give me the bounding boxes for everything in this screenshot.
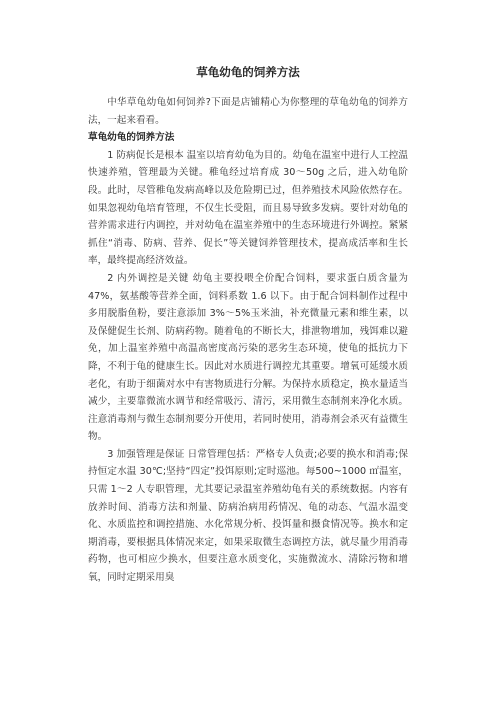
document-title: 草龟幼龟的饲养方法: [196, 65, 300, 79]
paragraph-2: 2 内外调控是关键 幼龟主要投喂全价配合饲料，要求蛋白质含量为 47%，氨基酸等营养全面，饲料系数 1.6 以下。由于配合饲料制作过程中多用脱脂鱼粉，要注意添加 3%～5%玉米油，补充微量元素和维生素，以及保健促生长剂、防病药物。随着龟的不断长大，排泄物增加，残饵难以避免，加上温室养殖中高温高密度高污染的恶劣生态环境，使龟的抵抗力下降，不利于龟的健康生长。因此对水质进行调控尤其重要。增氧可延缓水质老化，有助于细菌对水中有害物质进行分解。为保持水质稳定，换水量适当减少，主要靠微流水调节和经常吸污、清污，采用微生态制剂来净化水质。注意消毒剂与微生态制剂要分开使用，若同时使用，消毒剂会杀灭有益微生物。: [88, 272, 408, 443]
intro-paragraph: 中华草龟幼龟如何饲养?下面是店铺精心为你整理的草龟幼龟的饲养方法，一起来看看。: [88, 97, 408, 126]
paragraph-3: 3 加强管理是保证 日常管理包括：严格专人负责;必要的换水和消毒;保持恒定水温 30℃;坚持“四定”投饵原则;定时巡池。每500~1000 ㎡温室，只需 1～2 人专职管理，尤其要记录温室养殖幼龟有关的系统数据。内容有放养时间、消毒方法和剂量、防病治病用药情况、龟的动态、气温水温变化、水质监控和调控措施、水化常规分析、投饵量和摄食情况等。换水和定期消毒，要根据具体情况来定，如果采取微生态调控方法，就尽量少用消毒药物，也可相应少换水，但要注意水质变化，实施微流水、清除污物和增氧，同时定期采用臭: [88, 448, 408, 584]
section-heading: 草龟幼龟的饲养方法: [88, 132, 175, 144]
paragraph-1: 1 防病促长是根本 温室以培育幼龟为目的。幼龟在温室中进行人工控温快速养殖，管理最为关键。稚龟经过培育成 30～50g 之后，进入幼龟阶段。此时，尽管稚龟发病高峰以及危险期已过，但养殖技术风险依然存在。如果忽视幼龟培育管理，不仅生长受阻，而且易导致多发病。要针对幼龟的营养需求进行内调控，并对幼龟在温室养殖中的生态环境进行外调控。紧紧抓住“消毒、防病、营养、促长”等关键饲养管理技术，提高成活率和生长率，最终提高经济效益。: [88, 149, 408, 267]
document-body: [88, 94, 408, 587]
